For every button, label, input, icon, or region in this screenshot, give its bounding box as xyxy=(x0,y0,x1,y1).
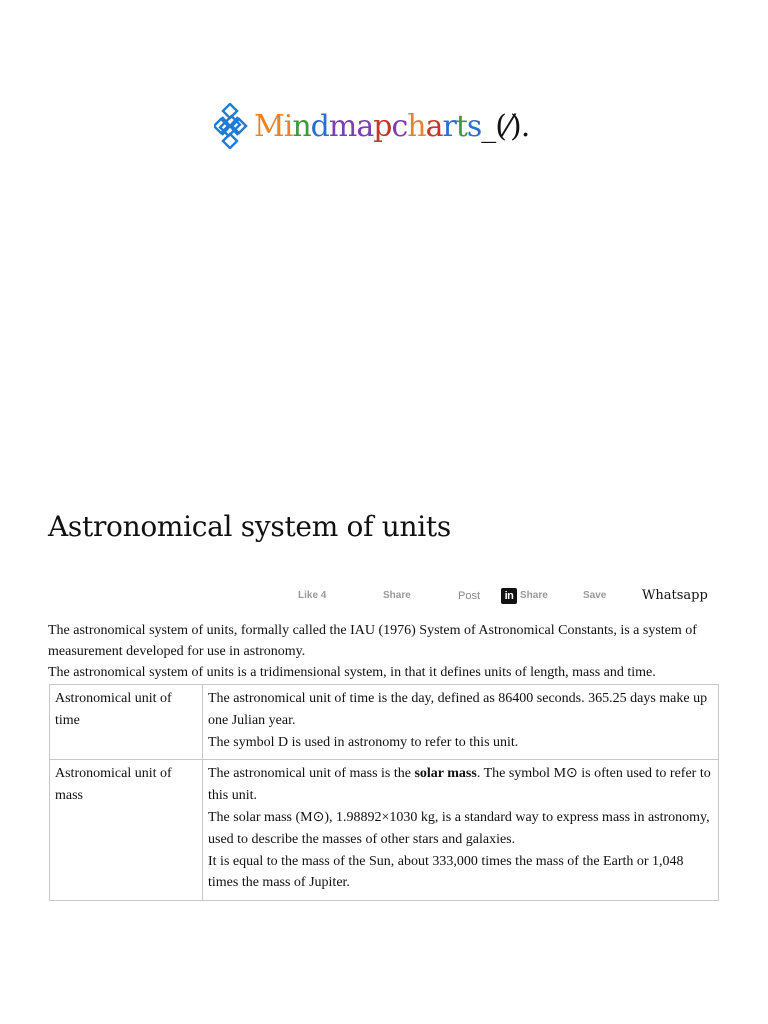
share-toolbar xyxy=(0,584,768,608)
logo-letter: n xyxy=(292,108,311,144)
solar-mass-term: solar mass xyxy=(414,766,477,782)
logo-wordmark xyxy=(254,109,529,144)
save-button[interactable]: Save xyxy=(583,590,607,601)
linkedin-share-label: Share xyxy=(520,590,548,601)
table-row xyxy=(50,760,719,901)
intro-paragraph: The astronomical system of units, formally called the IAU (1976) System of Astronomical Constants, is a system of measurement developed for use in astronomy. xyxy=(48,623,697,659)
units-table xyxy=(49,684,719,901)
logo-letter: s xyxy=(466,108,482,144)
whatsapp-share-button[interactable]: Whatsapp xyxy=(642,588,708,603)
description-text: The astronomical unit of mass is the xyxy=(208,766,415,782)
description-text: . The symbol M⊙ is often used to refer to this unit. xyxy=(208,766,711,804)
endless-knot-icon xyxy=(214,103,248,149)
logo-letter: r xyxy=(442,108,456,144)
table-cell-label: Astronomical unit of mass xyxy=(50,760,203,901)
logo-letter: a xyxy=(356,108,374,144)
logo-letter: ) xyxy=(510,108,521,144)
logo-letter: i xyxy=(283,108,293,144)
facebook-share-button[interactable]: Share xyxy=(383,590,411,601)
linkedin-share-button[interactable] xyxy=(501,584,548,608)
logo-letter: ( xyxy=(495,108,506,144)
description-line: The solar mass (M⊙), 1.98892×1030 kg, is a standard way to express mass in astronomy, used to describe the masses of other stars and galaxies. xyxy=(208,809,710,847)
intro-paragraph: The astronomical system of units is a tridimensional system, in that it defines units of length, mass and time. xyxy=(48,665,656,680)
table-cell-description xyxy=(203,685,719,760)
like-button[interactable]: Like 4 xyxy=(298,590,327,601)
logo-letter: c xyxy=(391,108,408,144)
logo-letter: a xyxy=(425,108,443,144)
post-button[interactable]: Post xyxy=(458,590,481,602)
logo-letter: . xyxy=(520,108,530,144)
description-line: The symbol D is used in astronomy to refer to this unit. xyxy=(208,734,519,750)
logo-letter: h xyxy=(407,108,426,144)
logo-letter: p xyxy=(373,108,392,144)
intro-text xyxy=(48,620,720,683)
description-line: It is equal to the mass of the Sun, about 333,000 times the mass of the Earth or 1,048 times the mass of Jupiter. xyxy=(208,853,684,891)
logo-letter: M xyxy=(254,108,284,144)
page-title: Astronomical system of units xyxy=(48,510,451,543)
description-line: The astronomical unit of time is the day, defined as 86400 seconds. 365.25 days make up one Julian year. xyxy=(208,691,708,728)
logo-letter: t xyxy=(455,108,467,144)
description-line xyxy=(208,763,713,807)
logo-letter: _ xyxy=(481,108,496,144)
logo-letter: d xyxy=(310,108,329,144)
logo-letter: ⁄ xyxy=(506,108,511,144)
site-logo[interactable] xyxy=(214,102,529,150)
table-cell-label: Astronomical unit of time xyxy=(50,685,203,760)
logo-letter: m xyxy=(328,108,357,144)
linkedin-icon: in xyxy=(501,588,517,604)
table-row xyxy=(50,685,719,760)
table-cell-description xyxy=(203,760,719,901)
